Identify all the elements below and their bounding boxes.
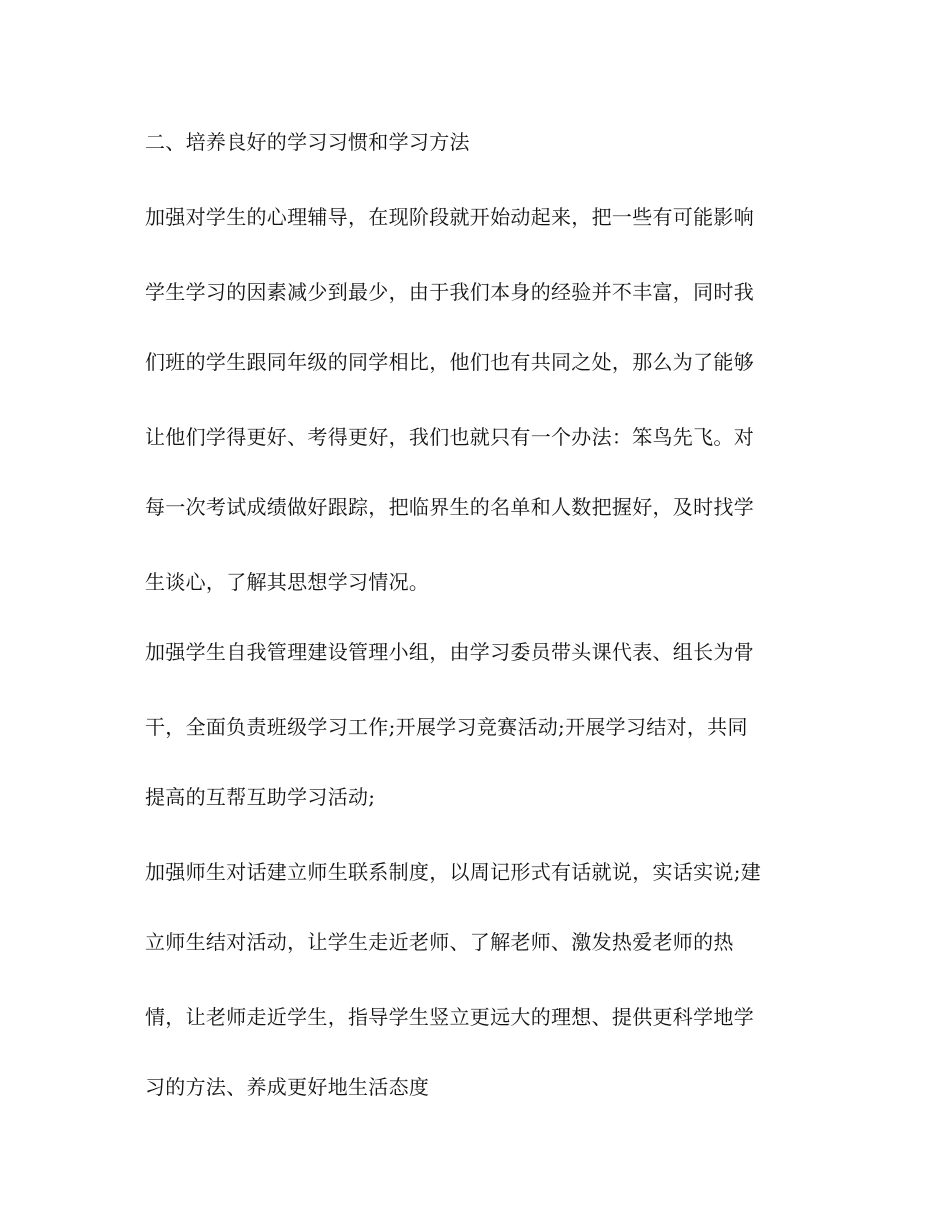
paragraph-3-line-2: 立师生结对活动，让学生走近老师、了解老师、激发热爱老师的热: [145, 930, 734, 954]
paragraph-1-line-1: 加强对学生的心理辅导，在现阶段就开始动起来，把一些有可能影响: [145, 205, 754, 229]
paragraph-3-line-3: 情，让老师走近学生，指导学生竖立更远大的理想、提供更科学地学: [145, 1005, 754, 1029]
paragraph-1-line-3: 们班的学生跟同年级的同学相比，他们也有共同之处，那么为了能够: [145, 350, 754, 374]
paragraph-2-line-1: 加强学生自我管理建设管理小组，由学习委员带头课代表、组长为骨: [145, 640, 754, 664]
paragraph-1-line-4: 让他们学得更好、考得更好，我们也就只有一个办法：笨鸟先飞。对: [145, 425, 754, 449]
paragraph-2-line-3: 提高的互帮互助学习活动;: [145, 785, 376, 809]
paragraph-1-line-5: 每一次考试成绩做好跟踪，把临界生的名单和人数把握好，及时找学: [145, 495, 754, 519]
paragraph-2-line-2: 干，全面负责班级学习工作;开展学习竞赛活动;开展学习结对，共同: [145, 715, 748, 739]
paragraph-3-line-4: 习的方法、养成更好地生活态度: [145, 1075, 430, 1099]
paragraph-3-line-1: 加强师生对话建立师生联系制度，以周记形式有话就说，实话实说;建: [145, 860, 762, 884]
section-heading: 二、培养良好的学习习惯和学习方法: [145, 130, 470, 154]
paragraph-1-line-6: 生谈心，了解其思想学习情况。: [145, 570, 430, 594]
paragraph-1-line-2: 学生学习的因素减少到最少，由于我们本身的经验并不丰富，同时我: [145, 280, 754, 304]
